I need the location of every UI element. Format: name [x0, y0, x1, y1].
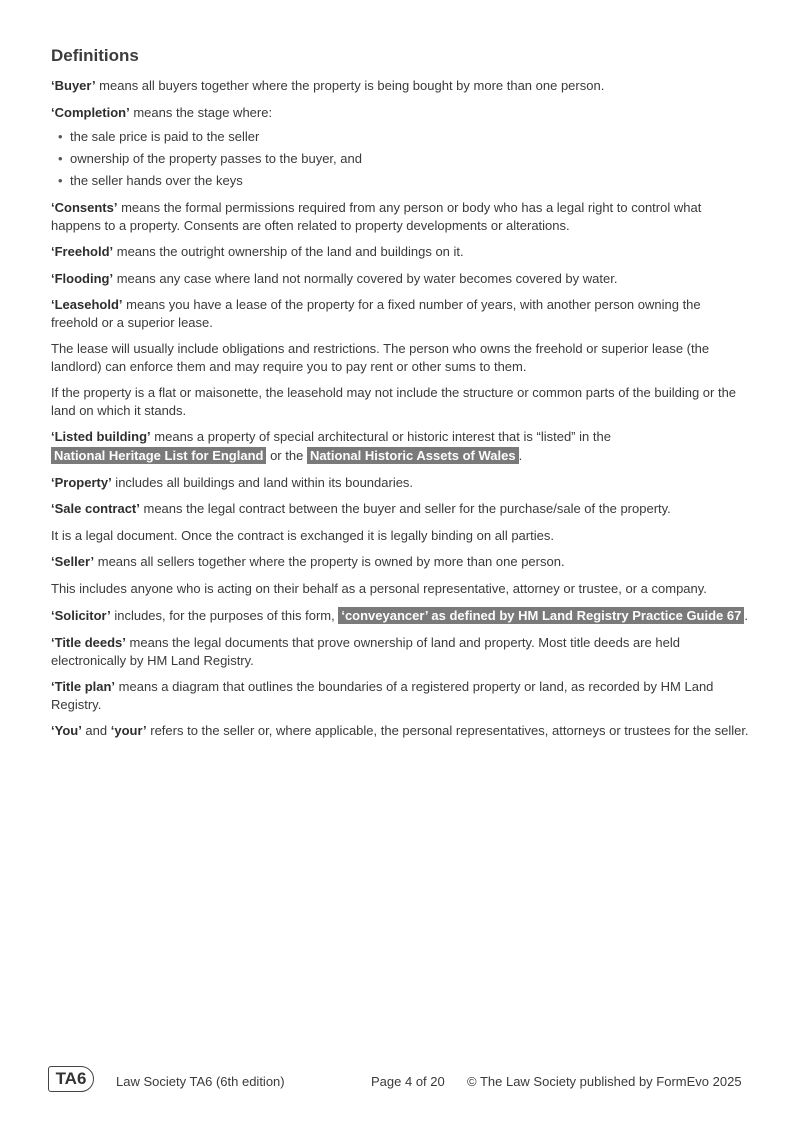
footer-copyright: © The Law Society published by FormEvo 2025 [467, 1074, 742, 1089]
term-seller: ‘Seller’ [51, 554, 95, 569]
definition-text: includes, for the purposes of this form, [110, 608, 339, 623]
definition-text: means the outright ownership of the land and buildings on it. [113, 244, 464, 259]
term-solicitor: ‘Solicitor’ [51, 608, 111, 623]
definition-text: means a diagram that outlines the boundaries of a registered property or land, as recorded by HM Land Registry. [51, 679, 714, 712]
definition-text: means a property of special architectural or historic interest that is “listed” in the [150, 429, 611, 444]
sale-contract-paragraph-2: It is a legal document. Once the contract is exchanged it is legally binding on all parties. [51, 527, 554, 543]
completion-list [51, 126, 751, 192]
footer-page-number: Page 4 of 20 [371, 1074, 445, 1089]
footer-edition: Law Society TA6 (6th edition) [116, 1074, 285, 1089]
definition-title-deeds [51, 634, 751, 669]
sentence-end: . [518, 447, 523, 463]
definition-text: means all sellers together where the property is owned by more than one person. [94, 554, 565, 569]
definition-text: means you have a lease of the property for a fixed number of years, with another person owning the freehold or a superior lease. [51, 297, 701, 330]
definition-text: means all buyers together where the property is being bought by more than one person. [95, 78, 605, 93]
term-flooding: ‘Flooding’ [51, 270, 114, 286]
definition-property [51, 474, 751, 492]
term-leasehold: ‘Leasehold’ [51, 297, 123, 312]
definition-text: means the stage where: [129, 104, 273, 120]
leasehold-paragraph-3: If the property is a flat or maisonette, the leasehold may not include the structure or common parts of the building or the land on which it stands. [51, 385, 737, 418]
sentence-end: . [744, 608, 748, 623]
link-national-historic-assets-wales[interactable]: National Historic Assets of Wales [307, 447, 519, 464]
term-property: ‘Property’ [51, 474, 112, 490]
link-national-heritage-list[interactable]: National Heritage List for England [51, 447, 266, 464]
definition-text: includes all buildings and land within its boundaries. [111, 474, 414, 490]
definition-text: means the legal contract between the buyer and seller for the purchase/sale of the property. [139, 501, 671, 516]
term-title-plan: ‘Title plan’ [51, 679, 116, 694]
term-listed-building: ‘Listed building’ [51, 429, 151, 444]
term-consents: ‘Consents’ [51, 200, 118, 215]
list-item: • the seller hands over the keys [58, 170, 751, 192]
leasehold-paragraph-2: The lease will usually include obligations and restrictions. The person who owns the freehold or superior lease (the landlord) can enforce them and may require you to pay rent or other sums to them. [51, 341, 710, 374]
definition-consents [51, 199, 751, 234]
definition-completion [51, 104, 751, 122]
definition-freehold [51, 243, 751, 261]
form-badge: TA6 [48, 1066, 94, 1092]
term-freehold: ‘Freehold’ [51, 244, 114, 259]
term-sale-contract: ‘Sale contract’ [51, 501, 140, 516]
definition-text: means any case where land not normally covered by water becomes covered by water. [113, 270, 618, 286]
definition-solicitor [51, 606, 751, 625]
definition-text: refers to the seller or, where applicable, the personal representatives, attorneys or trustees for the seller. [146, 723, 749, 738]
connector-text: and [81, 723, 111, 738]
term-you: ‘You’ [51, 723, 82, 738]
list-item: • ownership of the property passes to the buyer, and [58, 148, 751, 170]
term-buyer: ‘Buyer’ [51, 78, 96, 93]
definition-text: means the formal permissions required from any person or body who has a legal right to control what happens to a property. Consents are often related to property developments or alterations. [51, 200, 702, 233]
definition-seller [51, 553, 751, 571]
definition-you [51, 722, 751, 740]
link-conveyancer-practice-guide[interactable]: ‘conveyancer’ as defined by HM Land Registry Practice Guide 67 [338, 607, 744, 624]
connector-text: or the [266, 447, 307, 463]
term-your: ‘your’ [110, 723, 147, 738]
definition-buyer [51, 77, 751, 95]
definition-title-plan [51, 678, 751, 713]
definitions-page [51, 44, 751, 749]
seller-paragraph-2: This includes anyone who is acting on their behalf as a personal representative, attorney or trustee, or a company. [51, 580, 707, 596]
definition-leasehold [51, 296, 751, 331]
term-title-deeds: ‘Title deeds’ [51, 635, 126, 650]
definition-sale-contract [51, 500, 751, 518]
definition-flooding [51, 270, 751, 288]
list-item: • the sale price is paid to the seller [58, 126, 751, 148]
definition-listed-building [51, 428, 751, 465]
term-completion: ‘Completion’ [51, 104, 130, 120]
page-footer [48, 1066, 758, 1096]
page-title: Definitions [51, 46, 139, 65]
definition-text: means the legal documents that prove ownership of land and property. Most title deeds are held electronically by HM Land Registry. [51, 635, 680, 668]
